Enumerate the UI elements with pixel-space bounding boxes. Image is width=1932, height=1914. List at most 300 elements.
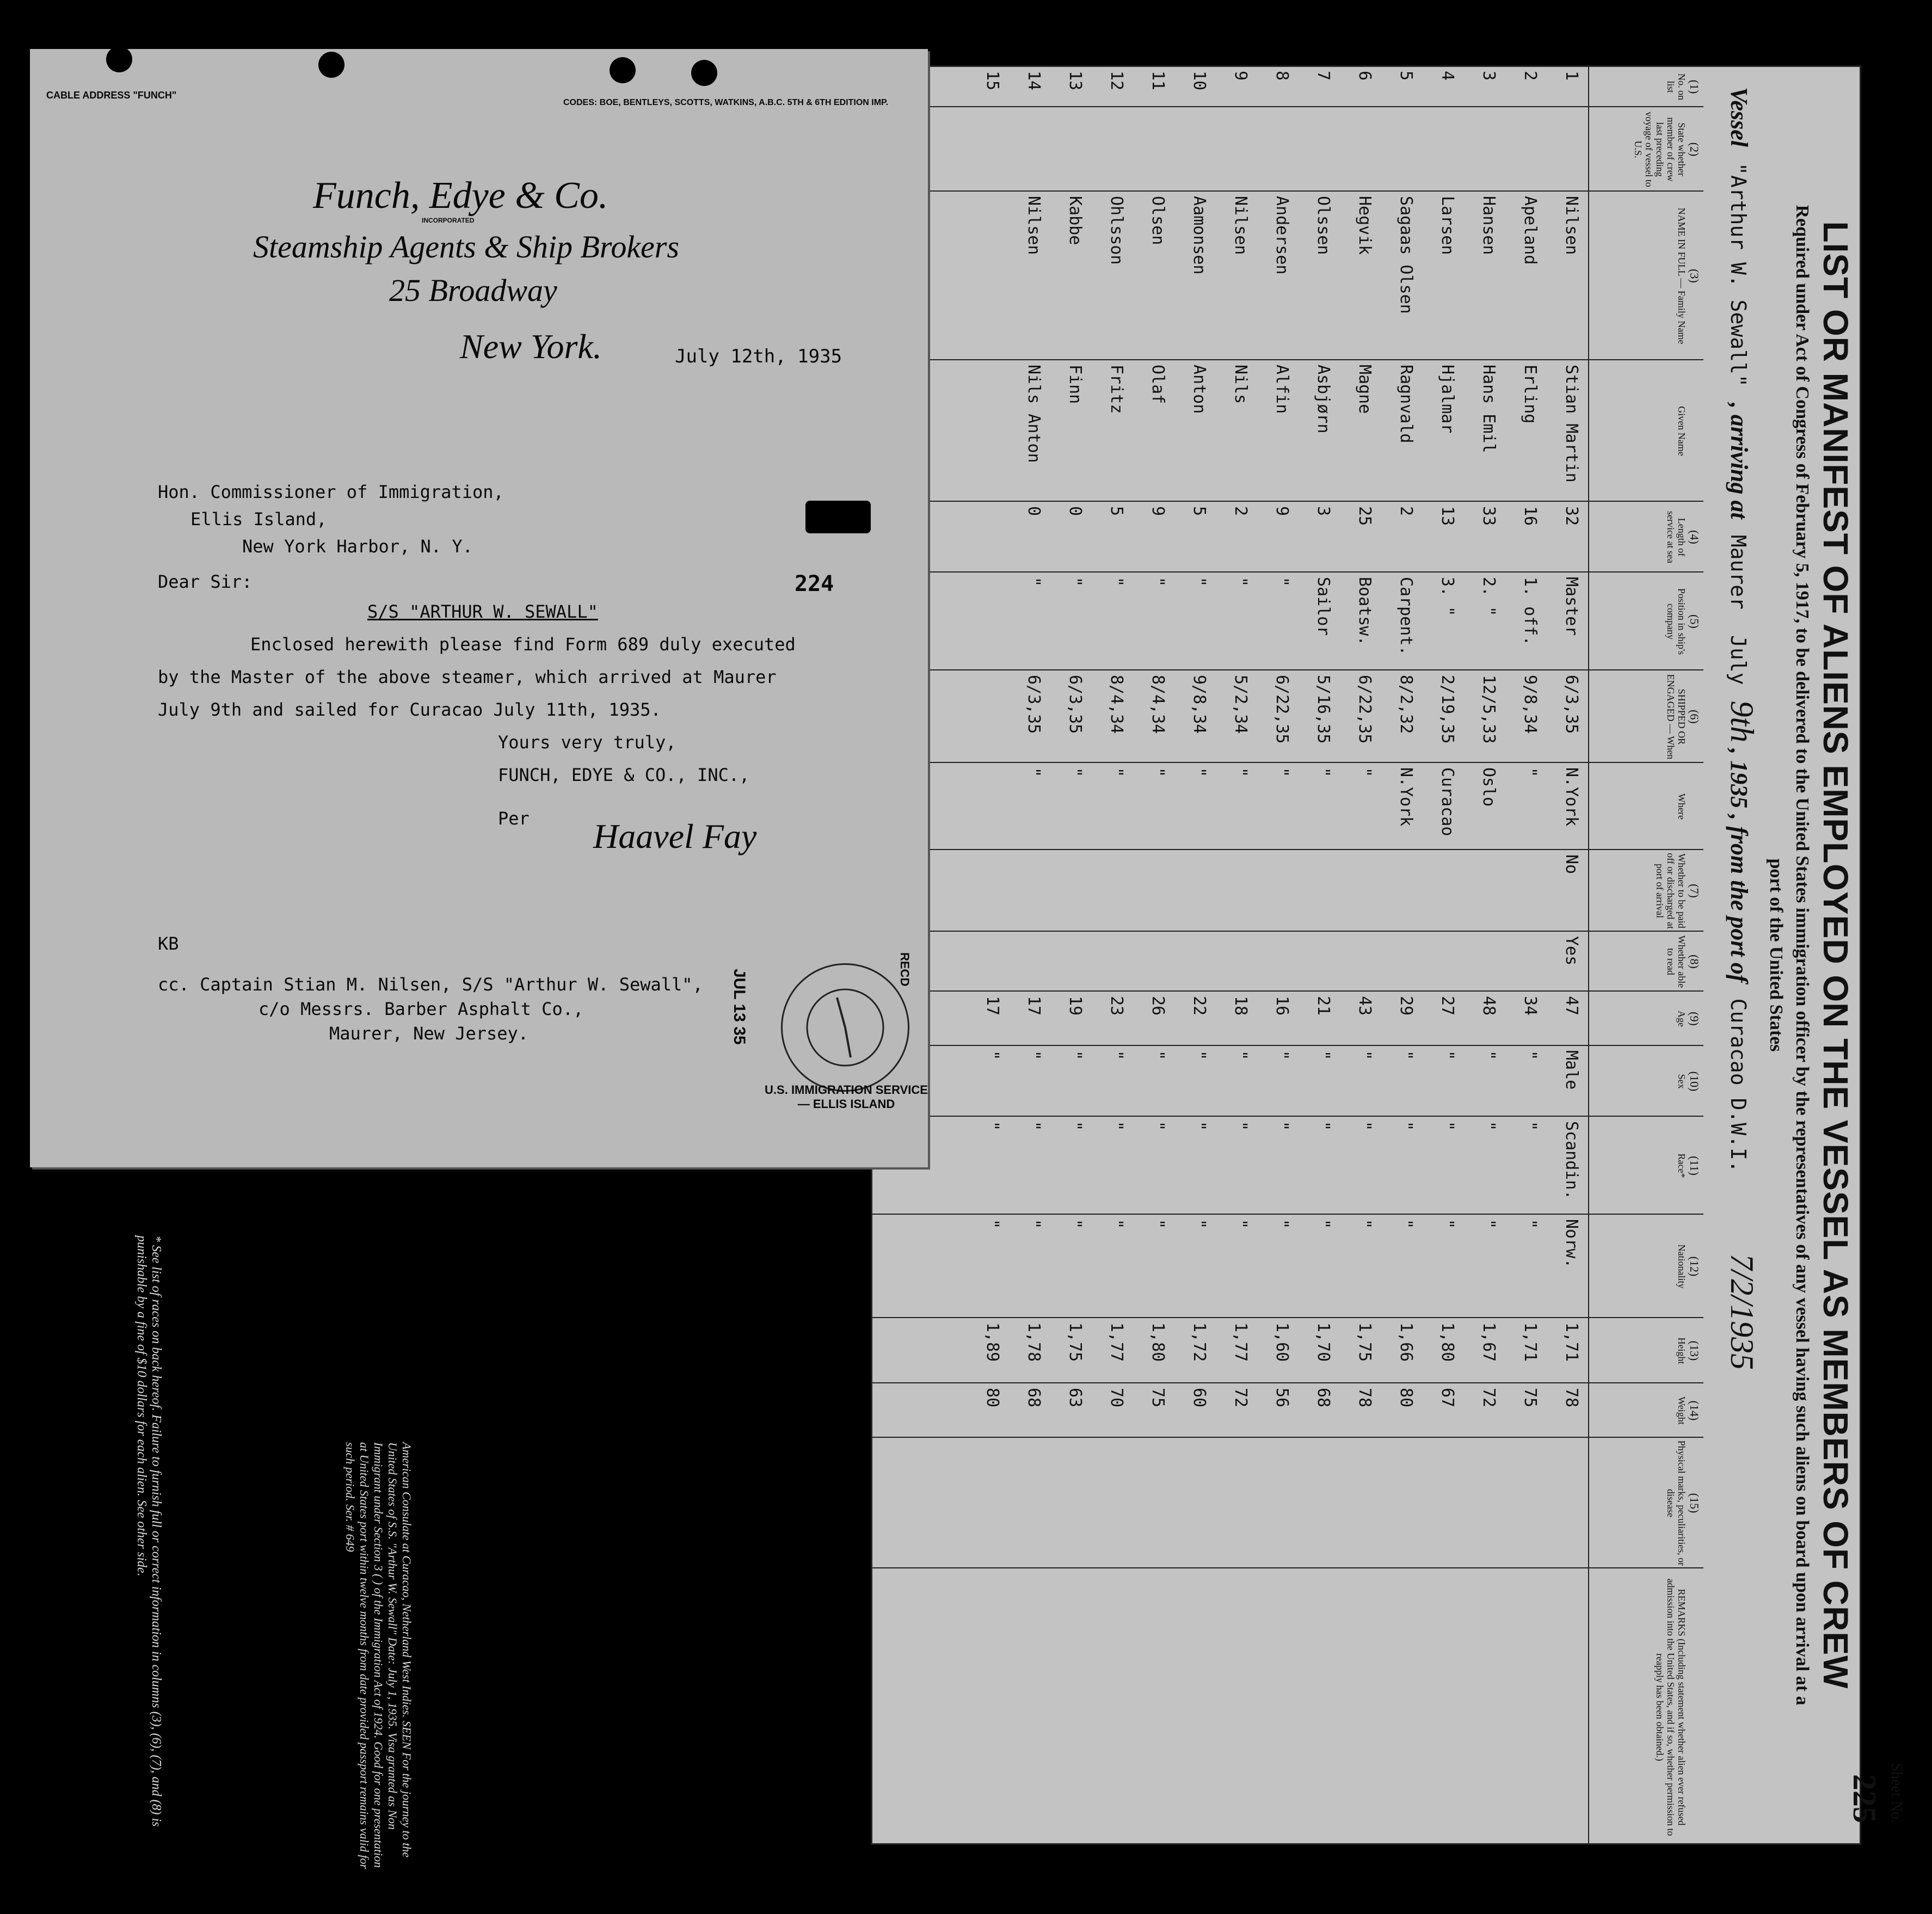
cell-when: 5/16,35 [1314,675,1333,744]
cell-where: N.York [1562,767,1581,827]
column-header: NAME IN FULL — Family Name [1676,207,1687,344]
cell-weight: 68 [1314,1388,1333,1408]
cell-no: 10 [1190,71,1209,91]
cell-when: 8/2,32 [1396,675,1416,734]
cell-given: Erling [1521,365,1540,424]
from-label: , from the port of [1726,814,1752,983]
cc-line-1: cc. Captain Stian M. Nilsen, S/S "Arthur W. Sewall", [158,974,703,995]
cell-height: 1,66 [1396,1322,1416,1362]
cell-given: Hjalmar [1438,365,1457,434]
cell-when [961,675,1002,760]
cell-service: 2 [1396,506,1416,516]
cell-sex: " [1148,1050,1167,1061]
punch-hole [610,57,636,83]
cell-nat: " [1479,1219,1498,1229]
crew-row [1333,65,1374,1845]
arrival-month: July [1726,635,1750,685]
crew-row [1540,65,1581,1845]
cell-position [961,577,1002,667]
cell-where: " [1314,767,1333,778]
cell-read [961,936,1002,988]
crew-row [1126,65,1167,1845]
arrival-year: 35 [1726,784,1752,809]
cell-service: 9 [1272,506,1291,516]
closing: Yours very truly, [498,732,676,753]
cell-weight: 75 [1521,1388,1540,1408]
cell-nat: " [1314,1219,1333,1229]
column-header: Race* [1676,1153,1687,1178]
cable-address: CABLE ADDRESS "FUNCH" [46,90,177,101]
cell-age: 43 [1355,996,1374,1016]
cell-height: 1,71 [1521,1322,1540,1362]
crew-row [1167,65,1209,1845]
cell-where: " [1066,767,1085,778]
cell-given: Finn [1066,365,1085,404]
cell-height: 1,67 [1479,1322,1498,1362]
vessel-line [1723,87,1761,1812]
cell-age: 17 [1024,996,1043,1016]
cell-height: 1,77 [1231,1322,1250,1362]
arriving-label: , arriving at [1726,402,1752,519]
crew-row [1498,65,1540,1845]
cell-paid [1002,854,1043,928]
cell-race: " [1066,1121,1085,1131]
cell-family: Olssen [1314,196,1333,255]
letter-date: July 12th, 1935 [675,346,842,367]
cell-weight: 67 [1438,1388,1457,1408]
cell-age: 22 [1190,996,1209,1016]
telegraph-codes: CODES: BOE, BENTLEYS, SCOTTS, WATKINS, A.B.C. 5TH & 6TH EDITION IMP. [563,98,889,107]
cell-no: 6 [1355,71,1374,81]
cell-where: " [1148,767,1167,778]
cell-sex: " [1521,1050,1540,1061]
cc-line-2: c/o Messrs. Barber Asphalt Co., [259,999,584,1019]
column-number: (2) [1688,142,1701,157]
cell-weight: 80 [983,1388,1002,1408]
cell-given: Nils Anton [1024,365,1043,463]
cell-race: " [1107,1121,1126,1131]
cell-when: 9/8,34 [1521,675,1540,734]
manifest-subtitle-2: port of the United States [1766,858,1786,1052]
redaction-mark [805,501,871,533]
cell-age: 47 [1562,996,1581,1016]
cell-service: 13 [1438,506,1457,526]
cell-age: 16 [1272,996,1291,1016]
column-header: State whether member of crew last preceding voyage of vessel to U.S. [1633,112,1687,187]
per-label: Per [498,808,530,829]
cell-weight: 70 [1107,1388,1126,1408]
cell-weight: 72 [1479,1388,1498,1408]
cell-given: Magne [1355,365,1374,414]
cell-family: Andersen [1272,196,1291,275]
cell-nat: " [1438,1219,1457,1229]
cell-age: 26 [1148,996,1167,1016]
cell-read [1416,936,1457,988]
cell-height: 1,89 [983,1322,1002,1362]
letterhead-description: Steamship Agents & Ship Brokers [253,229,679,264]
cell-height: 1,77 [1107,1322,1126,1362]
cell-position: Carpent. [1396,577,1416,656]
cell-age: 27 [1438,996,1457,1016]
cell-when: 6/3,35 [1066,675,1085,734]
column-number: (9) [1688,1012,1701,1026]
cell-paid [1126,854,1167,928]
cell-nat: " [1066,1219,1085,1229]
cell-family: Nilsen [1562,196,1581,255]
crew-row [1250,65,1291,1845]
crew-row [1209,65,1250,1845]
cell-position: Sailor [1314,577,1333,636]
column-header: Physical marks, peculiarities, or disease [1665,1440,1687,1566]
cell-service: 0 [1066,506,1085,516]
cell-nat: " [1521,1219,1540,1229]
cell-weight: 72 [1231,1388,1250,1408]
page-number: 224 [795,571,834,596]
cell-where: " [1521,767,1540,778]
letterhead-address: 25 Broadway [389,273,557,308]
cell-read [1043,936,1085,988]
cell-where: " [1272,767,1291,778]
column-number: (12) [1688,1256,1701,1277]
column-number: (10) [1688,1071,1701,1092]
cell-read [1457,936,1498,988]
cell-age: 19 [1066,996,1085,1016]
addressee-line-1: Hon. Commissioner of Immigration, [158,482,504,502]
cell-race: " [1355,1121,1374,1131]
cell-no: 1 [1562,71,1581,81]
cell-position: Boatsw. [1355,577,1374,646]
cell-read: Yes [1562,936,1581,966]
cell-when: 9/8,34 [1190,675,1209,734]
cell-where: " [1107,767,1126,778]
cell-sex: " [1231,1050,1250,1061]
column-number: (13) [1688,1340,1701,1361]
cell-weight: 56 [1272,1388,1291,1408]
cell-sex: " [1396,1050,1416,1061]
body-line-2: by the Master of the above steamer, which arrived at Maurer [158,667,777,687]
column-number: (11) [1688,1156,1701,1176]
cell-weight: 63 [1066,1388,1085,1408]
cell-when: 8/4,34 [1148,675,1167,734]
column-header: Whether able to read [1665,935,1687,988]
cell-paid [1333,854,1374,928]
sheet-label: Sheet No. [1888,1763,1905,1823]
cell-position: 3. " [1438,577,1457,617]
cell-paid [1416,854,1457,928]
cell-family: Apeland [1521,196,1540,265]
column-header: REMARKS (Including statement whether alien ever refused admission into the United States, and if so, whether permission to reapply has been obtained.) [1654,1578,1687,1836]
cell-family: Kabbe [1066,196,1085,245]
cell-paid [1457,854,1498,928]
punch-hole [106,46,132,72]
body-line-3: July 9th and sailed for Curacao July 11th, 1935. [158,699,661,720]
cell-weight: 68 [1024,1388,1043,1408]
column-header: No. on list [1665,73,1687,100]
cell-family: Nilsen [1024,196,1043,255]
cell-family [961,196,1002,357]
cell-service: 5 [1107,506,1126,516]
column-number: (6) [1688,710,1701,724]
cell-no: 15 [983,71,1002,91]
cell-where: Curacao [1438,767,1457,836]
cell-paid [1498,854,1540,928]
crew-row [1291,65,1333,1845]
cell-where: Oslo [1479,767,1498,807]
cell-weight: 60 [1190,1388,1209,1408]
cell-service: 3 [1314,506,1333,516]
cell-when: 6/22,35 [1355,675,1374,744]
cell-race: " [1479,1121,1498,1131]
crew-row [1457,65,1498,1845]
cell-given: Ragnvald [1396,365,1416,444]
cell-weight: 75 [1148,1388,1167,1408]
column-number: (3) [1688,269,1701,283]
cell-position: 2. " [1479,577,1498,617]
crew-row [1043,65,1085,1845]
letterhead-incorporated: INCORPORATED [422,217,475,224]
cell-race: " [1314,1121,1333,1131]
from-port: Curacao D.W.I. [1726,998,1750,1173]
cell-when: 12/5,33 [1479,675,1498,744]
cell-weight: 78 [1355,1388,1374,1408]
cell-race: " [1272,1121,1291,1131]
cell-height: 1,72 [1190,1322,1209,1362]
letterhead-city: New York. [460,327,602,366]
cell-position: " [1272,577,1291,587]
cell-height: 1,80 [1438,1322,1457,1362]
cell-paid: No [1562,854,1581,875]
column-header: Given Name [1676,406,1687,456]
cell-age: 48 [1479,996,1498,1016]
column-number: (7) [1688,884,1701,898]
immigration-received-stamp [781,963,909,1092]
cell-read [1167,936,1209,988]
punch-hole [691,60,717,86]
cell-no: 9 [1231,71,1250,81]
crew-row [1416,65,1457,1845]
addressee-line-2: Ellis Island, [190,509,327,530]
cell-position: 1. off. [1521,577,1540,646]
cell-nat: " [1024,1219,1043,1229]
cell-read [1333,936,1374,988]
cell-paid [1043,854,1085,928]
cell-given: Hans Emil [1479,365,1498,453]
stamp-service: U.S. IMMIGRATION SERVICE — ELLIS ISLAND [765,1083,928,1111]
cell-position: " [1148,577,1167,587]
cell-service: 25 [1355,506,1374,526]
manifest-footnote: * See list of races on back hereof. Failure to furnish full or correct information in columns (3), (6), (7), and (8) is punishable by a fine of $10 dollars for each alien. See other side. [134,1235,163,1827]
cell-nat: " [1148,1219,1167,1229]
cell-where: " [1190,767,1209,778]
stamp-recd: RECD [898,952,912,987]
cell-nat: " [1107,1219,1126,1229]
cell-no: 14 [1024,71,1043,91]
cell-paid [1085,854,1126,928]
cell-position: " [1024,577,1043,587]
body-line-1: Enclosed herewith please find Form 689 duly executed [250,634,796,655]
cover-letter [30,49,928,1167]
cell-age: 18 [1231,996,1250,1016]
cell-read [1498,936,1540,988]
cell-family: Hegvik [1355,196,1374,255]
crew-row [1374,65,1416,1845]
vessel-name: "Arthur W. Sewall" [1726,163,1750,387]
cell-position: " [1190,577,1209,587]
column-header: Age [1676,1011,1687,1027]
cell-nat: " [1190,1219,1209,1229]
cell-where: " [1355,767,1374,778]
column-header: Position in ship's company [1665,588,1687,655]
cell-where: N.York [1396,767,1416,827]
addressee-line-3: New York Harbor, N. Y. [242,536,473,557]
cell-no: 11 [1148,71,1167,91]
manifest-title: LIST OR MANIFEST OF ALIENS EMPLOYED ON THE VESSEL AS MEMBERS OF CREW [1816,221,1855,1689]
cell-given: Olaf [1148,365,1167,404]
cell-age: 34 [1521,996,1540,1016]
cell-position: " [1231,577,1250,587]
letterhead-firm: Funch, Edye & Co. [313,175,608,217]
cell-paid [1291,854,1333,928]
cell-service: 16 [1521,506,1540,526]
crew-row [1085,65,1126,1845]
cell-race: " [1521,1121,1540,1131]
cell-position: " [1066,577,1085,587]
cell-sex: " [1024,1050,1043,1061]
cell-family: Ohlsson [1107,196,1126,265]
column-number: (14) [1688,1400,1701,1421]
cell-sex: " [1190,1050,1209,1061]
cell-no: 13 [1066,71,1085,91]
cell-nat: Norw. [1562,1219,1581,1269]
cell-service: 9 [1148,506,1167,516]
column-number: (15) [1688,1493,1701,1513]
cell-race: " [983,1121,1002,1131]
column-header: Height [1676,1337,1687,1364]
subject-line: S/S "ARTHUR W. SEWALL" [367,601,598,622]
cell-sex: " [1314,1050,1333,1061]
cell-family: Nilsen [1231,196,1250,255]
cell-sex: " [1107,1050,1126,1061]
cell-race: Scandin. [1562,1121,1581,1200]
cell-no: 3 [1479,71,1498,81]
cell-race: " [1148,1121,1167,1131]
year-label: , 19 [1726,748,1752,785]
column-number: (5) [1688,614,1701,629]
cell-read [1374,936,1416,988]
cell-read [1085,936,1126,988]
cell-family: Olsen [1148,196,1167,245]
cell-weight: 80 [1396,1388,1416,1408]
cell-race: " [1190,1121,1209,1131]
cell-read [1002,936,1043,988]
cell-sex: " [1066,1050,1085,1061]
cell-sex: Male [1562,1050,1581,1090]
cell-where [961,767,1002,847]
consulate-visa-stamp: American Consulate at Curacao, Netherland West Indies. SEEN For the journey to the United States of S.S. "Arthur W. Sewall" Date: July 1, 1935. Visa granted as Non Immigrant under Section 3 ( ) of the Immigration Act of 1924. Good for one presentation at United States port within twelve months from date provided passport remains valid for such period. Ser. # 649 [343,1442,414,1869]
cell-weight: 78 [1562,1388,1581,1408]
company-signature: FUNCH, EDYE & CO., INC., [498,765,750,785]
cell-sex: " [1272,1050,1291,1061]
cell-age: 17 [983,996,1002,1016]
cell-race: " [1024,1121,1043,1131]
cell-given [961,365,1002,498]
remarks-date: 7/2/1935 [1724,1253,1760,1370]
cell-paid [1374,854,1416,928]
arrival-day: 9th [1724,700,1760,743]
cell-nat: " [983,1219,1002,1229]
punch-hole [318,52,344,78]
cell-height: 1,75 [1355,1322,1374,1362]
column-header: Nationality [1676,1244,1687,1289]
cell-race: " [1231,1121,1250,1131]
crew-row [961,65,1002,1845]
handwritten-signature: Haavel Fay [593,817,757,856]
cell-height: 1,60 [1272,1322,1291,1362]
cell-sex: " [983,1050,1002,1061]
cell-when: 8/4,34 [1107,675,1126,734]
cell-service: 33 [1479,506,1498,526]
column-number: (8) [1688,955,1701,969]
cell-no: 5 [1396,71,1416,81]
cell-no: 2 [1521,71,1540,81]
cell-race: " [1396,1121,1416,1131]
cell-paid [1167,854,1209,928]
column-number: (4) [1688,530,1701,544]
cell-race: " [1438,1121,1457,1131]
cell-no: 7 [1314,71,1333,81]
cell-height: 1,71 [1562,1322,1581,1362]
cell-nat: " [1272,1219,1291,1229]
typist-initials: KB [158,933,179,954]
cell-sex: " [1438,1050,1457,1061]
crew-table [871,65,1703,1845]
cell-where: " [1231,767,1250,778]
column-header: Length of service at sea [1665,511,1687,563]
arriving-port: Maurer [1726,534,1750,610]
cell-height: 1,70 [1314,1322,1333,1362]
cell-given: Fritz [1107,365,1126,414]
cell-read [1250,936,1291,988]
cell-family: Larsen [1438,196,1457,255]
cell-when: 6/3,35 [1024,675,1043,734]
cell-position: Master [1562,577,1581,636]
column-header: Sex [1676,1074,1687,1089]
cell-height: 1,75 [1066,1322,1085,1362]
cell-when: 6/3,35 [1562,675,1581,734]
manifest-subtitle: Required under Act of Congress of February 5, 1917, to be delivered to the United States immigration officer by the representatives of any vessel having such aliens on board upon arrival at a [1792,205,1812,1706]
cell-given: Alfin [1272,365,1291,414]
manifest-header [1703,65,1905,1845]
column-number: (1) [1688,79,1701,94]
cell-position: " [1107,577,1126,587]
cell-given: Stian Martin [1562,365,1581,483]
cell-where: " [1024,767,1043,778]
crew-manifest-sheet [871,65,1905,1845]
cell-family: Sagaas Olsen [1396,196,1416,314]
cell-no: 12 [1107,71,1126,91]
cell-service: 5 [1190,506,1209,516]
cell-paid [1250,854,1291,928]
cell-no: 4 [1438,71,1457,81]
cell-service: 32 [1562,506,1581,526]
column-header: Weight [1676,1396,1687,1425]
column-header: Whether to be paid off or discharged at port of arrival [1654,853,1687,929]
vessel-label: Vessel [1726,87,1752,147]
cell-sex: " [1479,1050,1498,1061]
cell-family: Hansen [1479,196,1498,255]
cell-when: 6/22,35 [1272,675,1291,744]
stamp-date: JUL 13 35 [730,969,748,1045]
